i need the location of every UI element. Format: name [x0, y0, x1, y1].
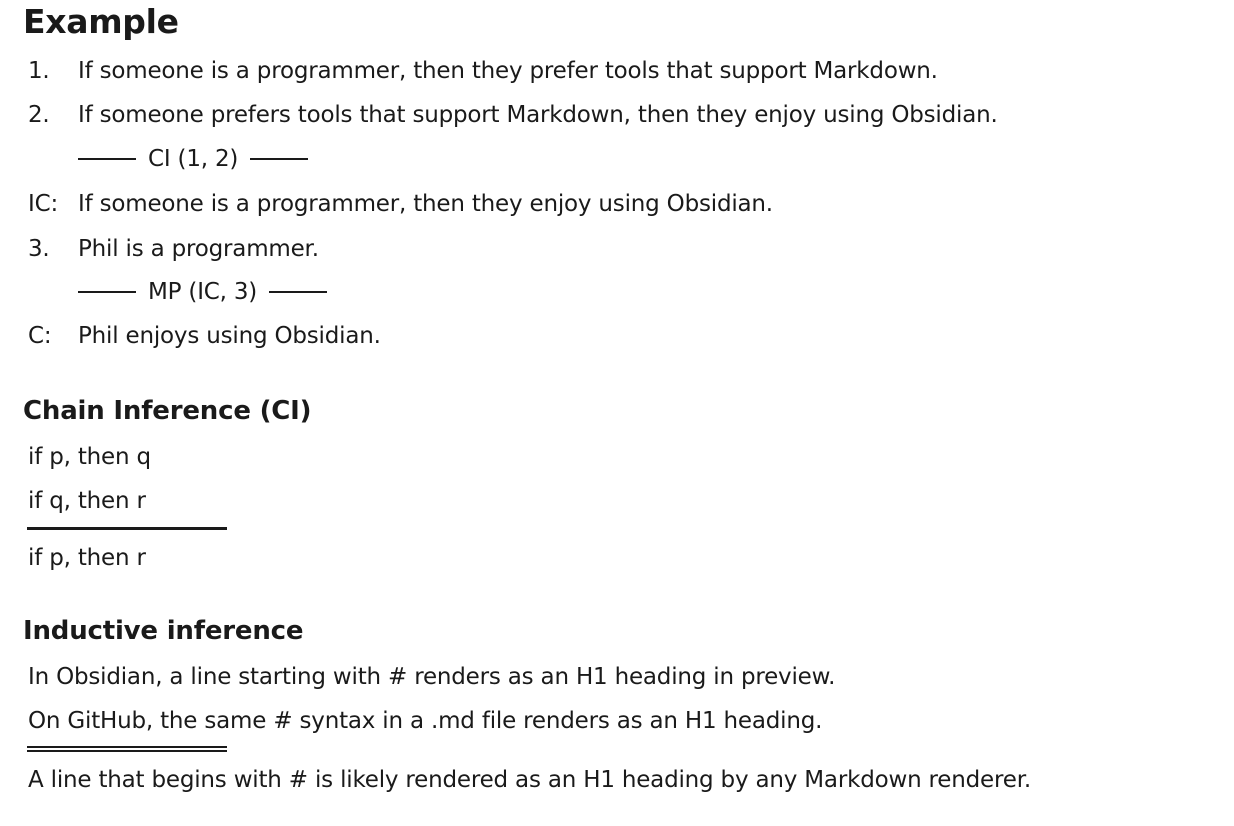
rule-dash-left [78, 291, 136, 294]
premise-2 [28, 100, 998, 130]
intermediate-conclusion [28, 189, 773, 219]
premise-1-number: 1. [28, 58, 50, 84]
chain-line-2: if q, then r [28, 488, 146, 514]
rule-dash-right [250, 158, 308, 161]
chain-result: if p, then r [28, 545, 146, 571]
premise-2-number: 2. [28, 102, 50, 128]
inference-rule-mp-label: MP (IC, 3) [148, 279, 258, 305]
premise-2-text: If someone prefers tools that support Markdown, then they enjoy using Obsidian. [78, 102, 998, 128]
inference-rule-ci-label: CI (1, 2) [148, 146, 239, 172]
inductive-line-1: In Obsidian, a line starting with # renders as an H1 heading in preview. [28, 664, 836, 690]
chain-inference-heading: Chain Inference (CI) [23, 396, 312, 426]
inductive-result: A line that begins with # is likely rendered as an H1 heading by any Markdown renderer. [28, 767, 1031, 793]
rule-dash-right [269, 291, 327, 294]
premise-1-text: If someone is a programmer, then they prefer tools that support Markdown. [78, 58, 938, 84]
inductive-inference-heading: Inductive inference [23, 616, 304, 646]
conclusion [28, 321, 381, 351]
premise-3 [28, 234, 319, 264]
conclusion-text: Phil enjoys using Obsidian. [78, 323, 381, 349]
inductive-divider [27, 746, 227, 752]
conclusion-label: C: [28, 323, 52, 349]
example-heading: Example [23, 2, 179, 41]
intermediate-conclusion-text: If someone is a programmer, then they enjoy using Obsidian. [78, 191, 773, 217]
rule-dash-left [78, 158, 136, 161]
premise-3-text: Phil is a programmer. [78, 236, 319, 262]
chain-line-1: if p, then q [28, 444, 151, 470]
premise-1 [28, 56, 938, 86]
inference-rule-mp [78, 277, 327, 307]
inference-rule-ci [78, 144, 308, 174]
intermediate-conclusion-label: IC: [28, 191, 58, 217]
premise-3-number: 3. [28, 236, 50, 262]
inductive-line-2: On GitHub, the same # syntax in a .md file renders as an H1 heading. [28, 708, 823, 734]
chain-divider [27, 527, 227, 530]
